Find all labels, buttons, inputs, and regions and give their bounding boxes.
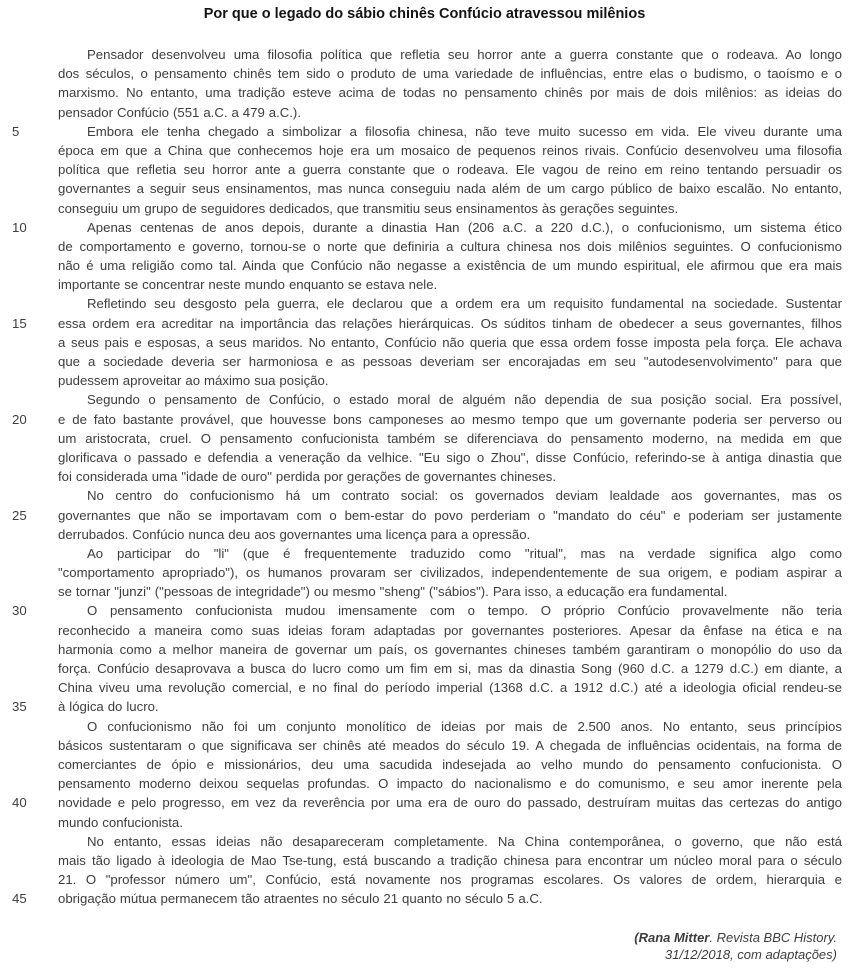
text-line	[0, 199, 849, 218]
line-text: harmonia como a melhor maneira de governar um país, os governantes chineses também garantiram o monopólio do uso da	[58, 641, 842, 657]
citation-line-2: 31/12/2018, com adaptações)	[664, 947, 837, 963]
line-number	[0, 813, 58, 832]
line-text: Segundo o pensamento de Confúcio, o estado moral de alguém não dependia de sua posição social. Era possível,	[87, 392, 842, 408]
citation-author: (Rana Mitter	[634, 930, 710, 946]
line-number	[0, 582, 58, 601]
text-line	[0, 237, 849, 256]
line-number: 25	[12, 507, 27, 523]
line-number	[0, 160, 58, 179]
line-number	[0, 390, 58, 409]
text-line	[0, 256, 849, 275]
line-text: mundo confucionista.	[58, 814, 183, 830]
line-text: não é uma religião como tal. Ainda que Confúcio não negasse a existência de um mundo espiritual, ele afirmou que era mais	[58, 258, 842, 274]
line-number	[0, 678, 58, 697]
text-line	[0, 697, 849, 716]
line-number	[0, 83, 58, 102]
line-text: à lógica do lucro.	[58, 699, 159, 715]
text-line	[0, 832, 849, 851]
line-text: se tornar "junzi" ("pessoas de integridade") ou mesmo "sheng" ("sábios"). Para isso, a educação era fundamental.	[58, 584, 728, 600]
text-line	[0, 103, 849, 122]
text-line	[0, 352, 849, 371]
text-line	[0, 889, 849, 908]
line-text: Pensador desenvolveu uma filosofia política que refletia seu horror ante a guerra constante que o rodeava. Ao longo	[87, 47, 842, 62]
line-text: pensador Confúcio (551 a.C. a 479 a.C.).	[58, 104, 301, 120]
line-number	[0, 755, 58, 774]
line-number	[0, 352, 58, 371]
line-number	[0, 45, 58, 64]
line-number	[0, 103, 58, 122]
line-number	[0, 275, 58, 294]
line-number	[0, 429, 58, 448]
text-line	[0, 813, 849, 832]
line-number	[0, 237, 58, 256]
line-number	[0, 774, 58, 793]
text-line	[0, 294, 849, 313]
line-number	[0, 333, 58, 352]
line-number	[0, 294, 58, 313]
text-line	[0, 333, 849, 352]
text-line	[0, 659, 849, 678]
line-text: de comportamento e governo, tornou-se o norte que definiria a cultura chinesa nos dois milênios seguintes. O confucionismo	[58, 238, 842, 254]
line-number: 30	[12, 603, 27, 619]
text-line	[0, 717, 849, 736]
line-number	[0, 640, 58, 659]
text-line	[0, 601, 849, 620]
citation-source: . Revista BBC History.	[709, 930, 837, 946]
text-line	[0, 640, 849, 659]
line-text: derrubados. Confúcio nunca deu aos governantes uma licença para a opressão.	[58, 526, 531, 542]
line-number	[0, 717, 58, 736]
line-number	[0, 64, 58, 83]
line-text: e de fato bastante provável, que houvesse bons camponeses ao mesmo tempo que um governante poderia ser perverso ou	[58, 411, 842, 427]
line-number	[0, 179, 58, 198]
line-number	[0, 141, 58, 160]
line-number	[0, 467, 58, 486]
text-line	[0, 83, 849, 102]
line-text: pensamento moderno deixou sequelas profundas. O impacto do nacionalismo e do comunismo, e seu amor inerente pela	[58, 776, 842, 792]
text-line	[0, 179, 849, 198]
line-text: Refletindo seu desgosto pela guerra, ele declarou que a ordem era um requisito fundamental na sociedade. Sustentar	[87, 296, 842, 312]
line-text: governantes que não se importavam com o bem-estar do povo perderiam o "mandato do céu" e poderiam ser justamente	[58, 507, 842, 523]
text-line	[0, 486, 849, 505]
line-number	[0, 371, 58, 390]
line-text: conseguiu um grupo de seguidores dedicados, que transmitiu seus ensinamentos às gerações seguintes.	[58, 200, 679, 216]
line-text: foi considerada uma "idade de ouro" perdida por gerações de governantes chineses.	[58, 469, 556, 485]
text-line	[0, 793, 849, 812]
line-text: pudessem aproveitar ao máximo sua posição.	[58, 373, 329, 389]
text-line	[0, 563, 849, 582]
line-text: reconhecido a maneira como suas ideias foram adaptadas por governantes posteriores. Apesar da ênfase na ética e na	[58, 622, 842, 638]
text-line	[0, 544, 849, 563]
text-line	[0, 870, 849, 889]
line-number: 10	[12, 219, 27, 235]
text-line	[0, 141, 849, 160]
line-text: "comportamento apropriado"), os humanos provaram ser civilizados, independentemente de sua origem, e podiam aspirar a	[58, 565, 842, 581]
text-body	[0, 45, 849, 908]
line-number	[0, 544, 58, 563]
text-line	[0, 410, 849, 429]
line-text: dos séculos, o pensamento chinês tem sido o produto de uma variedade de influências, entre elas o budismo, o taoísmo e o	[58, 66, 842, 82]
line-number: 35	[12, 699, 27, 715]
line-text: 21. O "professor número um", Confúcio, está novamente nos programas escolares. Os valores de ordem, hierarquia e	[58, 872, 842, 888]
text-line	[0, 851, 849, 870]
line-text: um aristocrata, cruel. O pensamento confucionista também se diferenciava do pensamento moderno, na medida em que	[58, 430, 842, 446]
line-text: No centro do confucionismo há um contrato social: os governados deviam lealdade aos governantes, mas os	[87, 488, 842, 504]
source-citation	[0, 929, 849, 963]
line-text: novidade e pelo progresso, em vez da reverência por uma era de ouro do passado, destruíram muitas das certezas do antigo	[58, 795, 842, 811]
text-line	[0, 774, 849, 793]
line-number	[0, 199, 58, 218]
line-text: mais tão ligado à ideologia de Mao Tse-tung, está buscando a tradição chinesa para encontrar um núcleo moral para o século	[58, 852, 842, 868]
text-line	[0, 371, 849, 390]
text-line	[0, 506, 849, 525]
text-line	[0, 64, 849, 83]
line-text: Apenas centenas de anos depois, durante a dinastia Han (206 a.C. a 220 d.C.), o confucionismo, um sistema ético	[87, 219, 842, 235]
line-text: marxismo. No entanto, uma tradição esteve acima de todas no pensamento chinês por mais de dois milênios: as ideias do	[58, 85, 842, 101]
text-line	[0, 390, 849, 409]
line-text: que a sociedade deveria ser harmoniosa e as pessoas deveriam ser encorajadas em seu "autodesenvolvimento" para que	[58, 354, 842, 369]
line-number	[0, 870, 58, 889]
text-line	[0, 525, 849, 544]
line-text: O confucionismo não foi um conjunto monolítico de ideias por mais de 2.500 anos. No entanto, seus princípios	[87, 718, 842, 734]
text-line	[0, 45, 849, 64]
line-text: obrigação mútua permanecem tão atraentes no século 21 quanto no século 5 a.C.	[58, 891, 543, 907]
line-number: 5	[12, 123, 20, 139]
line-number	[0, 256, 58, 275]
text-line	[0, 678, 849, 697]
line-text: governantes a seguir seus ensinamentos, mas nunca conseguiu nada além de um cargo público de baixo escalão. No entanto,	[58, 181, 842, 197]
line-number: 40	[12, 795, 27, 811]
text-line	[0, 314, 849, 333]
text-line	[0, 122, 849, 141]
text-line	[0, 429, 849, 448]
line-number: 15	[12, 315, 27, 331]
line-text: época em que a China que conhecemos hoje era um mosaico de pequenos reinos rivais. Confúcio desenvolveu uma filosofia	[58, 142, 842, 158]
citation-line-1	[0, 929, 837, 946]
page-title: Por que o legado do sábio chinês Confúcio atravessou milênios	[203, 6, 646, 22]
text-line	[0, 218, 849, 237]
text-line	[0, 448, 849, 467]
line-number: 45	[12, 891, 27, 907]
line-text: Embora ele tenha chegado a simbolizar a filosofia chinesa, não teve muito sucesso em vida. Ele viveu durante uma	[87, 123, 842, 139]
text-line	[0, 621, 849, 640]
line-text: básicos sustentaram o que significava ser chinês até meados do século 19. A chegada de influências ocidentais, na forma de	[58, 737, 842, 753]
line-text: essa ordem era acreditar na importância das relações hierárquicas. Os súditos tinham de obedecer a seus governantes, filhos	[58, 315, 842, 331]
line-text: China viveu uma revolução comercial, e no final do período imperial (1368 d.C. a 1912 d.C.) até a ideologia oficial rendeu-se	[58, 680, 842, 696]
line-number	[0, 659, 58, 678]
line-text: importante se concentrar neste mundo enquanto se estava nele.	[58, 277, 438, 293]
line-text: No entanto, essas ideias não desapareceram completamente. Na China contemporânea, o governo, que não está	[87, 833, 842, 849]
line-text: glorificava o passado e defendia a veneração da velhice. "Eu sigo o Zhou", disse Confúcio, referindo-se à antiga dinastia que	[58, 449, 842, 465]
line-number	[0, 563, 58, 582]
text-line	[0, 736, 849, 755]
text-line	[0, 582, 849, 601]
line-number	[0, 736, 58, 755]
line-text: O pensamento confucionista mudou imensamente com o tempo. O próprio Confúcio provavelmente não teria	[87, 603, 842, 619]
text-line	[0, 467, 849, 486]
line-number	[0, 621, 58, 640]
line-text: a seus pais e esposas, a seus maridos. No entanto, Confúcio não queria que essa ordem fosse imposta pela força. Ele achava	[58, 334, 842, 350]
line-text: política que refletia seu horror ante a guerra constante que o rodeava. Ele vagou de reino em reino tentando persuadir os	[58, 162, 842, 178]
line-number: 20	[12, 411, 27, 427]
text-line	[0, 160, 849, 179]
text-line	[0, 755, 849, 774]
line-number	[0, 832, 58, 851]
line-text: Ao participar do "li" (que é frequentemente traduzido como "ritual", mas na verdade significa algo como	[87, 545, 842, 561]
text-line	[0, 275, 849, 294]
line-number	[0, 486, 58, 505]
line-number	[0, 448, 58, 467]
line-number	[0, 525, 58, 544]
line-text: comerciantes de ópio e missionários, deu uma sacudida indesejada ao velho mundo do pensamento confucionista. O	[58, 756, 842, 772]
line-text: força. Confúcio desaprovava a busca do lucro como um fim em si, mas da dinastia Song (960 d.C. a 1279 d.C.) em diante, a	[58, 661, 842, 676]
line-number	[0, 851, 58, 870]
